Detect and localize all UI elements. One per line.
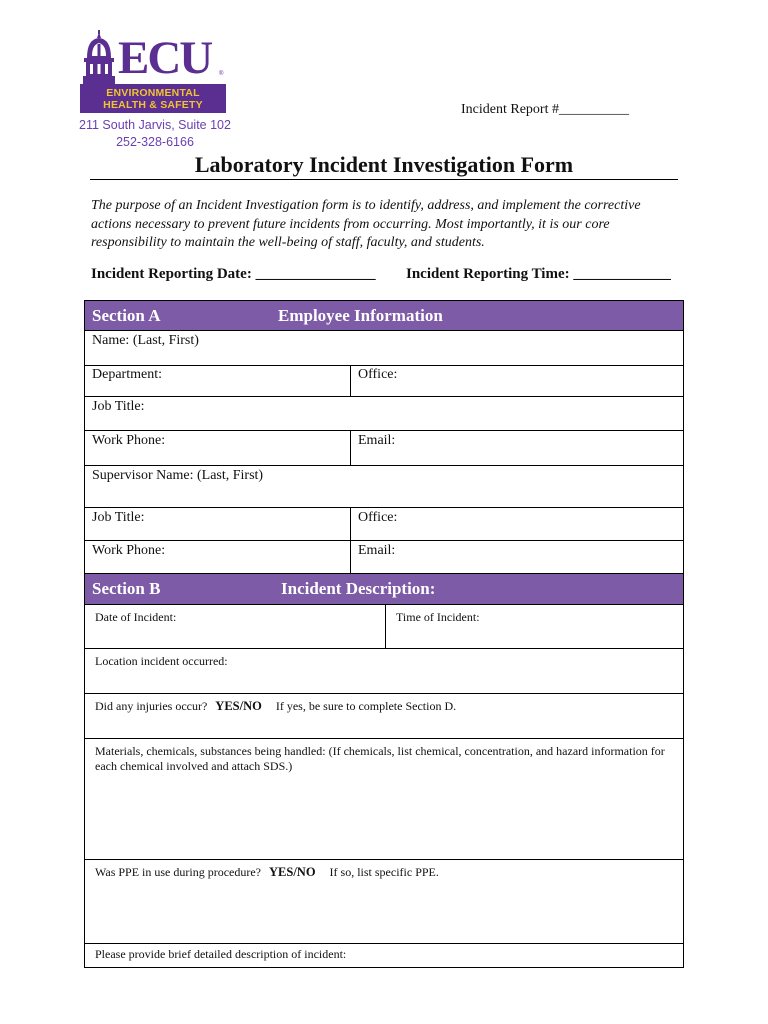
injuries-yes-no[interactable]: YES/NO [215,699,262,713]
supervisor-name-field[interactable]: Supervisor Name: (Last, First) [92,468,264,483]
location-row [85,649,683,694]
incident-reporting-time[interactable]: Incident Reporting Time: _____________ [406,266,671,282]
supervisor-office-field[interactable]: Office: [350,508,683,540]
department-field[interactable]: Department: [92,367,162,382]
office-field[interactable]: Office: [350,366,683,396]
description-row [85,944,683,967]
ppe-note: If so, list specific PPE. [329,865,439,879]
address-line: 211 South Jarvis, Suite 102 [79,118,231,132]
ppe-row [85,860,683,944]
name-row [85,331,683,366]
form-title: Laboratory Incident Investigation Form [90,151,678,180]
cupola-icon [82,30,116,84]
name-field[interactable]: Name: (Last, First) [92,333,199,348]
phone-line: 252-328-6166 [116,135,194,149]
ppe-yes-no[interactable]: YES/NO [269,865,316,879]
supervisor-job-row [85,508,683,541]
incident-description-field[interactable]: Please provide brief detailed description of incident: [95,947,347,961]
department-row [85,366,683,397]
section-a-title: Employee Information [278,306,443,325]
materials-row [85,739,683,860]
date-of-incident-field[interactable]: Date of Incident: [95,610,177,624]
logo-band-line2: HEALTH & SAFETY [103,99,203,111]
supervisor-job-title-field[interactable]: Job Title: [92,510,145,525]
registered-mark: ® [219,71,224,77]
incident-reporting-date[interactable]: Incident Reporting Date: ________________ [91,266,376,282]
ppe-field[interactable] [85,860,683,943]
incident-form-table [84,300,684,968]
logo-band-line1: ENVIRONMENTAL [106,87,200,99]
supervisor-name-row [85,466,683,508]
logo-top [80,30,226,84]
injuries-note: If yes, be sure to complete Section D. [275,699,457,713]
injuries-field[interactable] [85,694,683,738]
incident-date-row [85,605,683,649]
time-of-incident-field[interactable]: Time of Incident: [385,605,683,648]
section-a-header [85,301,683,331]
materials-field[interactable]: Materials, chemicals, substances being handled: (If chemicals, list chemical, concentration, and hazard information for each chemical involved and attach SDS.) [95,744,665,773]
email-field[interactable]: Email: [350,431,683,465]
supervisor-email-field[interactable]: Email: [350,541,683,573]
purpose-statement: The purpose of an Incident Investigation form is to identify, address, and implement the corrective actions necessary to prevent future incidents from occurring. Most importantly, it is our core responsibility to maintain the well-being of staff, faculty, and students. [91,198,641,250]
section-b-title: Incident Description: [281,579,436,598]
injuries-question: Did any injuries occur? [95,699,208,713]
location-field[interactable]: Location incident occurred: [95,654,228,668]
supervisor-work-phone-field[interactable]: Work Phone: [92,543,166,558]
ppe-question: Was PPE in use during procedure? [95,865,261,879]
section-b-header [85,574,683,605]
ecu-ehs-logo [80,30,226,113]
logo-wordmark: ECU [118,32,212,84]
job-title-row [85,397,683,431]
logo-band [80,84,226,113]
injuries-row [85,694,683,739]
incident-report-number[interactable]: Incident Report #__________ [461,102,629,117]
supervisor-phone-row [85,541,683,574]
work-phone-field[interactable]: Work Phone: [92,433,166,448]
section-b-id: Section B [92,579,161,598]
job-title-field[interactable]: Job Title: [92,399,145,414]
section-a-id: Section A [92,306,161,325]
work-phone-row [85,431,683,466]
